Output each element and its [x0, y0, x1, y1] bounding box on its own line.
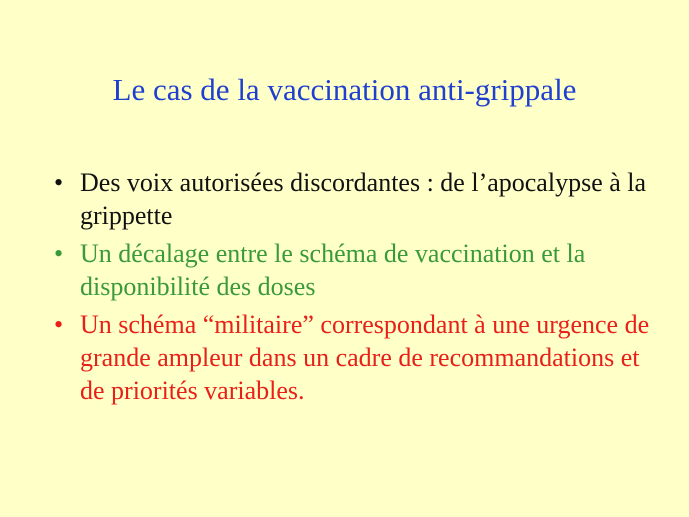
bullet-marker: •	[54, 310, 64, 339]
bullet-text: Un décalage entre le schéma de vaccination et la disponibilité des doses	[80, 239, 586, 301]
bullet-marker: •	[54, 168, 64, 197]
bullet-item-1	[52, 166, 662, 232]
bullet-item-3	[52, 308, 662, 407]
bullet-text: Un schéma “militaire” correspondant à une urgence de grande ampleur dans un cadre de recommandations et de priorités variables.	[80, 310, 650, 405]
bullet-marker: •	[54, 239, 64, 268]
bullet-item-2	[52, 237, 662, 303]
slide-title: Le cas de la vaccination anti-grippale	[112, 72, 577, 107]
bullet-list	[52, 166, 662, 412]
bullet-text: Des voix autorisées discordantes : de l’apocalypse à la grippette	[80, 168, 647, 230]
